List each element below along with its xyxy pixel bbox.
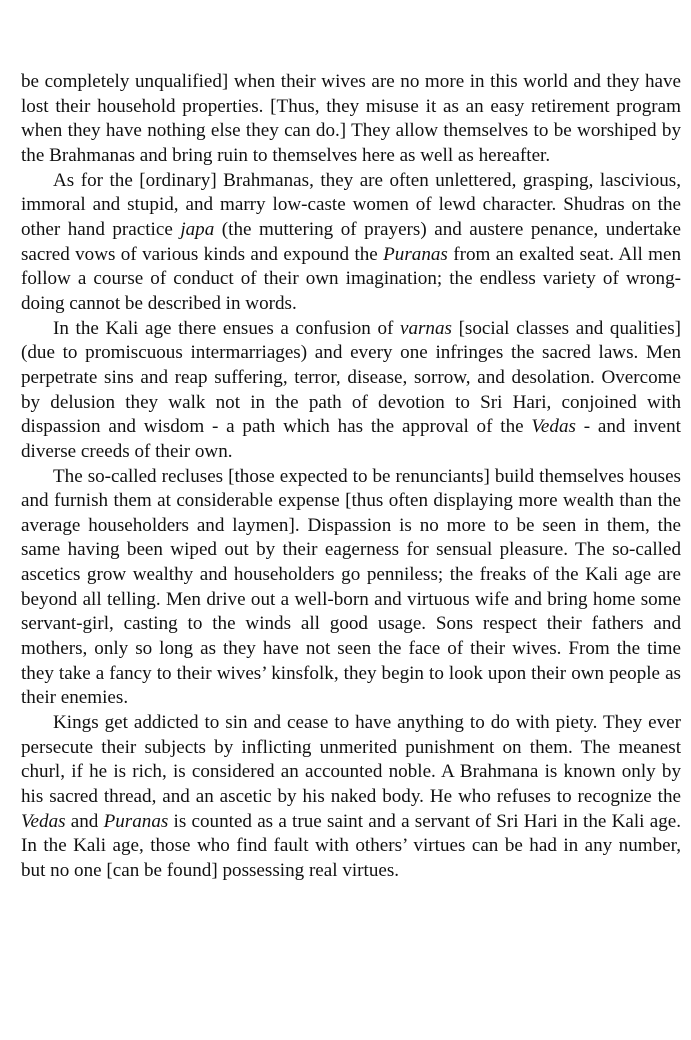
paragraph-3	[21, 317, 681, 465]
text-run: (the muttering of prayers) and austere penance, undertake sacred vows of various kinds and expound the	[21, 218, 681, 265]
text-run: [social classes and qualities] (due to promiscuous intermarriages) and every one infringes the sacred laws. Men perpetrate sins and reap suffering, terror, disease, sorrow, and desolation. Overcome by delusion they walk not in the path of devotion to Sri Hari, conjoined with dispassion and wisdom - a path which has the approval of the	[21, 317, 681, 438]
text-run: - and invent diverse creeds of their own.	[21, 416, 681, 462]
document-page	[21, 70, 681, 884]
paragraph-2	[21, 169, 681, 317]
italic-term: japa	[180, 218, 215, 240]
italic-term: Vedas	[531, 416, 576, 438]
text-run: In the Kali age there ensues a confusion of	[53, 317, 400, 339]
text-run: is counted as a true saint and a servant of Sri Hari in the Kali age. In the Kali age, those who find fault with others’ virtues can be had in any number, but no one [can be found] possessing real virtues.	[21, 810, 681, 881]
text-run: be completely unqualified] when their wives are no more in this world and they have lost their household properties. [Thus, they misuse it as an easy retirement program when they have nothing else they can do.] They allow themselves to be worshiped by the Brahmanas and bring ruin to themselves here as well as hereafter.	[21, 71, 681, 166]
paragraph-5	[21, 711, 681, 884]
paragraph-4	[21, 465, 681, 712]
text-run: and	[65, 810, 104, 832]
italic-term: Puranas	[103, 810, 169, 832]
paragraph-1	[21, 70, 681, 169]
text-run: from an exalted seat. All men follow a course of conduct of their own imagination; the endless variety of wrong-doing cannot be described in words.	[21, 243, 681, 314]
italic-term: Vedas	[21, 810, 66, 832]
italic-term: varnas	[399, 317, 452, 339]
text-run: Kings get addicted to sin and cease to have anything to do with piety. They ever persecute their subjects by inflicting unmerited punishment on them. The meanest churl, if he is rich, is considered an accounted noble. A Brahmana is known only by his sacred thread, and an ascetic by his naked body. He who refuses to recognize the	[21, 712, 681, 808]
text-run: The so-called recluses [those expected to be renunciants] build themselves houses and furnish them at considerable expense [thus often displaying more wealth than the average householders and laymen]. Dispassion is no more to be seen in them, the same having been wiped out by their eagerness for sensual pleasure. The so-called ascetics grow wealthy and householders go penniless; the freaks of the Kali age are beyond all telling. Men drive out a well-born and virtuous wife and bring home some servant-girl, casting to the winds all good usage. Sons respect their fathers and mothers, only so long as they have not seen the face of their wives. From the time they take a fancy to their wives’ kinsfolk, they begin to look upon their own people as their enemies.	[21, 465, 681, 709]
italic-term: Puranas	[383, 243, 448, 265]
text-run: As for the [ordinary] Brahmanas, they are often unlettered, grasping, lascivious, immoral and stupid, and marry low-caste women of lewd character. Shudras on the other hand practice	[21, 169, 681, 240]
